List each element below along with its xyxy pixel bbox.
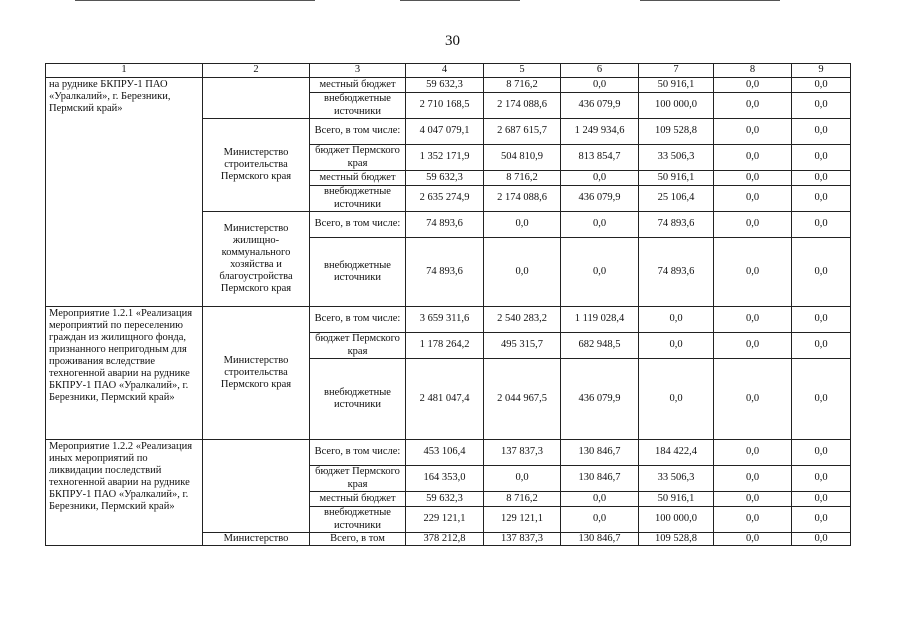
amount-cell: 8 716,2 [484,171,561,186]
amount-cell: 0,0 [714,507,792,533]
amount-cell: 813 854,7 [561,145,639,171]
column-header-row [46,64,851,78]
column-header: 9 [792,64,851,78]
funding-source: Всего, в том числе: [310,440,406,466]
column-header: 6 [561,64,639,78]
amount-cell: 2 174 088,6 [484,93,561,119]
amount-cell: 0,0 [484,212,561,238]
responsible-organization [203,78,310,119]
amount-cell: 0,0 [561,238,639,307]
amount-cell: 0,0 [561,78,639,93]
amount-cell: 0,0 [792,533,851,546]
amount-cell: 1 352 171,9 [406,145,484,171]
amount-cell: 0,0 [561,492,639,507]
responsible-organization: Министерство жилищно-коммунального хозяйства и благоустройства Пермского края [203,212,310,307]
amount-cell: 2 687 615,7 [484,119,561,145]
amount-cell: 0,0 [792,119,851,145]
amount-cell: 0,0 [484,238,561,307]
amount-cell: 0,0 [714,333,792,359]
funding-source: местный бюджет [310,492,406,507]
amount-cell: 33 506,3 [639,466,714,492]
funding-source: Всего, в том числе: [310,119,406,145]
column-header: 4 [406,64,484,78]
table-row [46,78,851,93]
funding-source: Всего, в том числе: [310,212,406,238]
column-header: 8 [714,64,792,78]
amount-cell: 0,0 [714,359,792,440]
activity-description: Мероприятие 1.2.1 «Реализация мероприятий по переселению граждан из жилищного фонда, признанного непригодным для проживания вследствие техногенной аварии на руднике БКПРУ-1 ПАО «Уралкалий», г. Березники, Пермский край» [46,307,203,440]
table-row [46,307,851,333]
top-rule-right [400,0,520,1]
amount-cell: 50 916,1 [639,492,714,507]
amount-cell: 2 540 283,2 [484,307,561,333]
amount-cell: 2 710 168,5 [406,93,484,119]
amount-cell: 0,0 [714,186,792,212]
amount-cell: 2 174 088,6 [484,186,561,212]
budget-table [45,63,851,546]
funding-source: местный бюджет [310,171,406,186]
activity-description: на руднике БКПРУ-1 ПАО «Уралкалий», г. Березники, Пермский край» [46,78,203,307]
amount-cell: 2 481 047,4 [406,359,484,440]
amount-cell: 74 893,6 [406,238,484,307]
amount-cell: 0,0 [639,359,714,440]
amount-cell: 0,0 [792,440,851,466]
amount-cell: 436 079,9 [561,186,639,212]
amount-cell: 0,0 [639,307,714,333]
column-header: 3 [310,64,406,78]
amount-cell: 33 506,3 [639,145,714,171]
amount-cell: 184 422,4 [639,440,714,466]
amount-cell: 0,0 [714,212,792,238]
amount-cell: 0,0 [792,186,851,212]
amount-cell: 8 716,2 [484,492,561,507]
amount-cell: 436 079,9 [561,93,639,119]
amount-cell: 137 837,3 [484,533,561,546]
amount-cell: 0,0 [792,492,851,507]
funding-source: бюджет Пермского края [310,466,406,492]
amount-cell: 0,0 [714,533,792,546]
amount-cell: 0,0 [714,307,792,333]
amount-cell: 0,0 [484,466,561,492]
amount-cell: 129 121,1 [484,507,561,533]
amount-cell: 0,0 [714,145,792,171]
funding-source: бюджет Пермского края [310,333,406,359]
amount-cell: 378 212,8 [406,533,484,546]
column-header: 5 [484,64,561,78]
amount-cell: 130 846,7 [561,466,639,492]
column-header: 7 [639,64,714,78]
amount-cell: 0,0 [792,466,851,492]
amount-cell: 100 000,0 [639,93,714,119]
amount-cell: 2 044 967,5 [484,359,561,440]
funding-source: внебюджетные источники [310,93,406,119]
amount-cell: 0,0 [561,171,639,186]
amount-cell: 100 000,0 [639,507,714,533]
amount-cell: 0,0 [792,333,851,359]
top-rule-far-right [640,0,780,1]
amount-cell: 0,0 [792,78,851,93]
amount-cell: 1 178 264,2 [406,333,484,359]
amount-cell: 0,0 [714,492,792,507]
amount-cell: 8 716,2 [484,78,561,93]
amount-cell: 0,0 [792,507,851,533]
funding-source: бюджет Пермского края [310,145,406,171]
amount-cell: 436 079,9 [561,359,639,440]
amount-cell: 74 893,6 [639,238,714,307]
funding-source: внебюджетные источники [310,359,406,440]
activity-description: Мероприятие 1.2.2 «Реализация иных мероприятий по ликвидации последствий техногенной аварии на руднике БКПРУ-1 ПАО «Уралкалий», г. Березники, Пермский край» [46,440,203,546]
table-row [46,440,851,466]
funding-source: Всего, в том числе: [310,307,406,333]
amount-cell: 0,0 [792,307,851,333]
amount-cell: 682 948,5 [561,333,639,359]
responsible-organization [203,440,310,533]
amount-cell: 74 893,6 [639,212,714,238]
amount-cell: 0,0 [714,119,792,145]
amount-cell: 59 632,3 [406,78,484,93]
amount-cell: 164 353,0 [406,466,484,492]
amount-cell: 0,0 [714,440,792,466]
top-rule-left [75,0,315,1]
amount-cell: 50 916,1 [639,78,714,93]
amount-cell: 59 632,3 [406,492,484,507]
responsible-organization: Министерство строительства Пермского края [203,307,310,440]
amount-cell: 25 106,4 [639,186,714,212]
amount-cell: 130 846,7 [561,533,639,546]
amount-cell: 229 121,1 [406,507,484,533]
amount-cell: 1 249 934,6 [561,119,639,145]
page-number: 30 [445,33,460,49]
amount-cell: 0,0 [561,507,639,533]
amount-cell: 109 528,8 [639,119,714,145]
amount-cell: 453 106,4 [406,440,484,466]
responsible-organization: Министерство [203,533,310,546]
responsible-organization: Министерство строительства Пермского края [203,119,310,212]
funding-source: внебюджетные источники [310,186,406,212]
amount-cell: 1 119 028,4 [561,307,639,333]
funding-source: Всего, в том [310,533,406,546]
amount-cell: 2 635 274,9 [406,186,484,212]
amount-cell: 0,0 [792,93,851,119]
amount-cell: 0,0 [714,238,792,307]
funding-source: местный бюджет [310,78,406,93]
amount-cell: 504 810,9 [484,145,561,171]
amount-cell: 0,0 [792,359,851,440]
amount-cell: 0,0 [714,78,792,93]
amount-cell: 0,0 [561,212,639,238]
amount-cell: 137 837,3 [484,440,561,466]
amount-cell: 3 659 311,6 [406,307,484,333]
amount-cell: 0,0 [639,333,714,359]
amount-cell: 130 846,7 [561,440,639,466]
amount-cell: 0,0 [714,93,792,119]
column-header: 2 [203,64,310,78]
funding-source: внебюджетные источники [310,238,406,307]
amount-cell: 0,0 [792,212,851,238]
column-header: 1 [46,64,203,78]
amount-cell: 0,0 [714,466,792,492]
amount-cell: 74 893,6 [406,212,484,238]
amount-cell: 0,0 [714,171,792,186]
amount-cell: 495 315,7 [484,333,561,359]
amount-cell: 0,0 [792,145,851,171]
amount-cell: 0,0 [792,238,851,307]
amount-cell: 0,0 [792,171,851,186]
amount-cell: 109 528,8 [639,533,714,546]
funding-source: внебюджетные источники [310,507,406,533]
amount-cell: 59 632,3 [406,171,484,186]
amount-cell: 50 916,1 [639,171,714,186]
amount-cell: 4 047 079,1 [406,119,484,145]
